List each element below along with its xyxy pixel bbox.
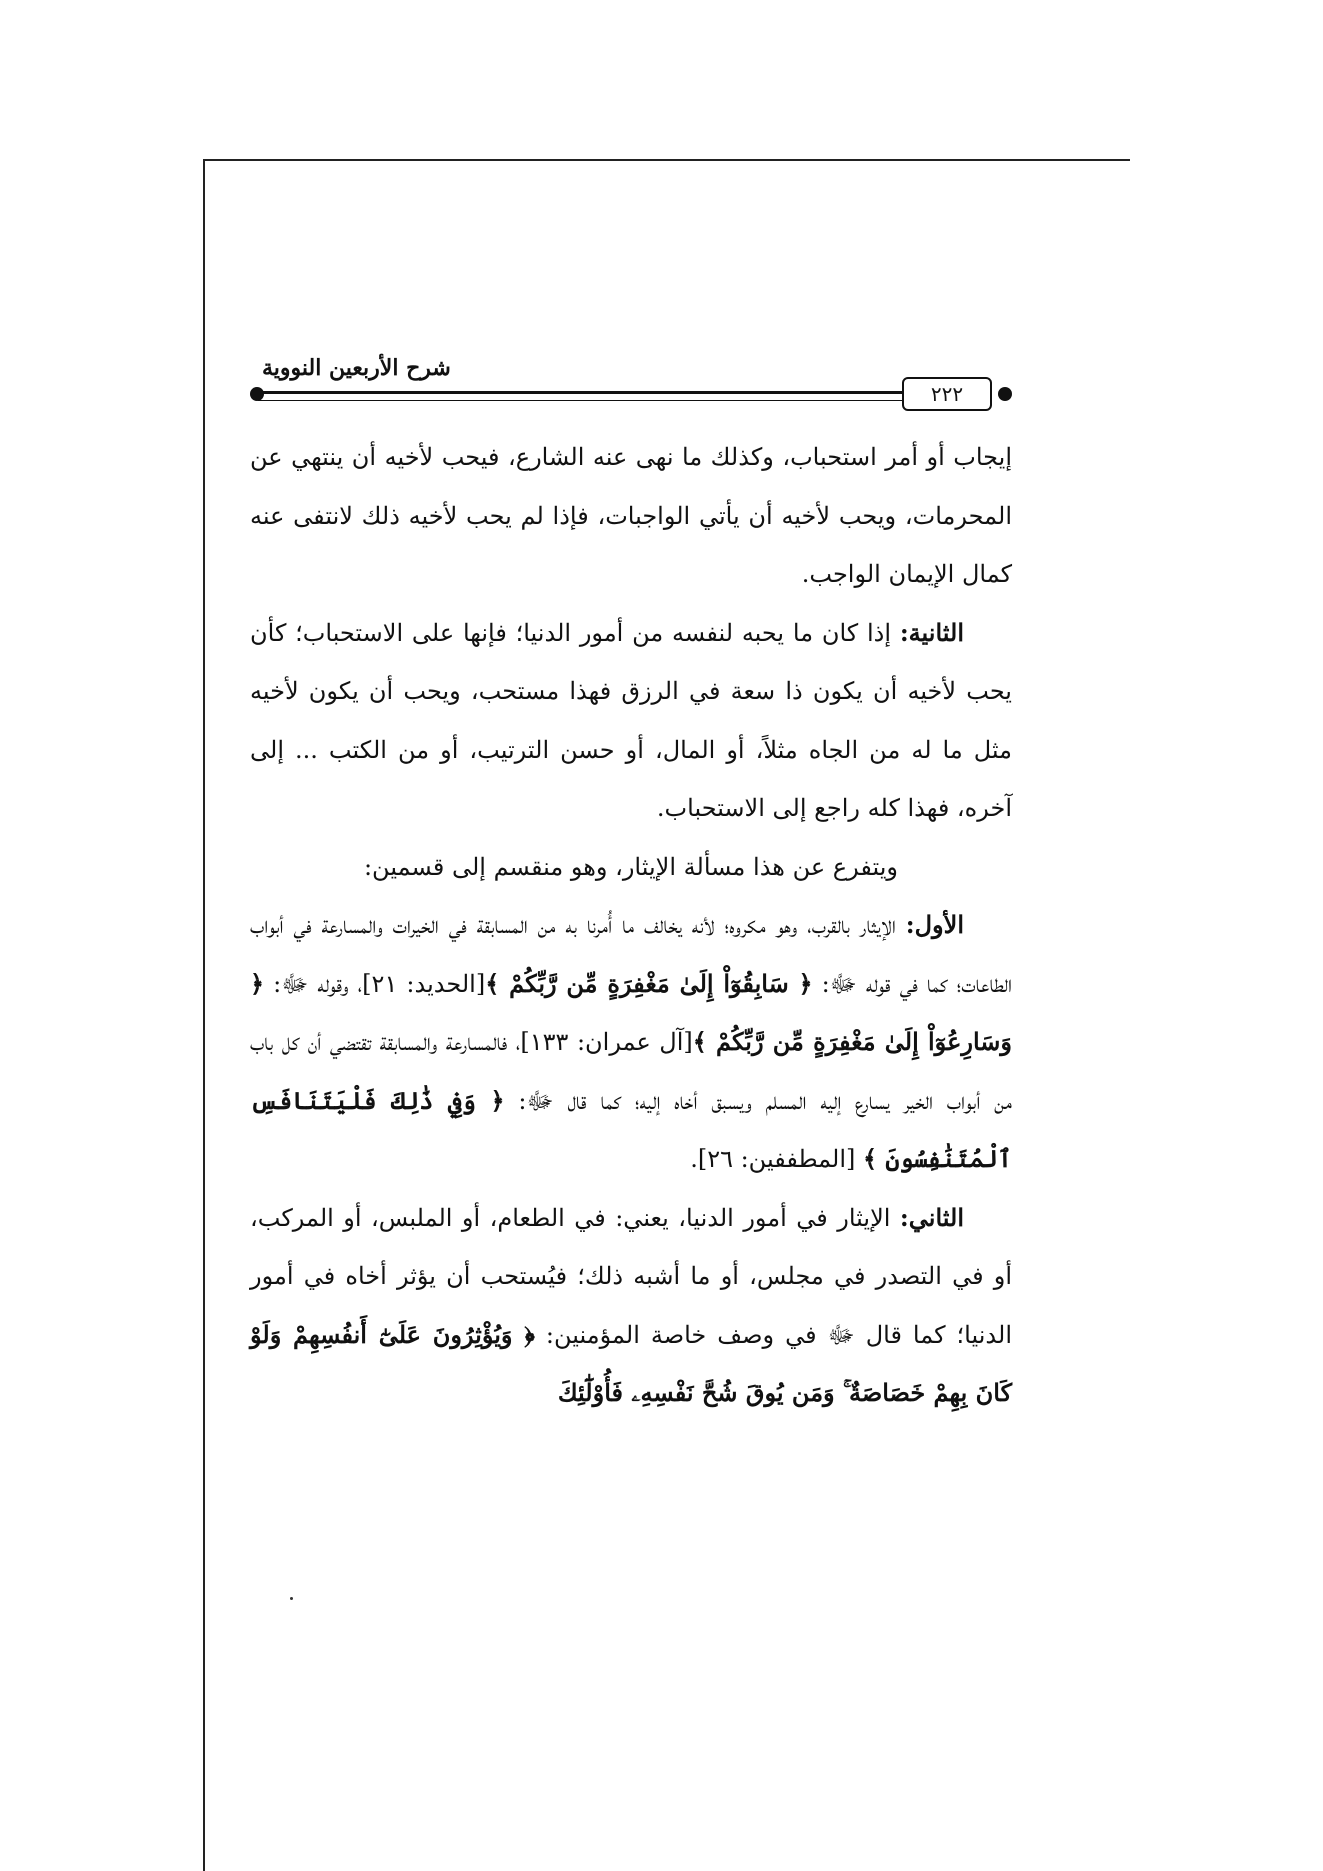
quran-verse: سَابِقُوٓاْ إِلَىٰ مَغْفِرَةٍ مِّن رَّبِّكُمْ bbox=[499, 968, 799, 998]
section-lead-second-type: الثاني: bbox=[899, 1202, 964, 1232]
scan-border-left bbox=[203, 159, 205, 1871]
paragraph-division bbox=[250, 838, 1012, 897]
ornament-dot-icon bbox=[998, 387, 1012, 401]
paragraph-second-type bbox=[250, 1189, 1012, 1423]
paragraph-first-type bbox=[250, 896, 1012, 1189]
book-title: شرح الأربعين النووية bbox=[262, 355, 451, 381]
section-lead-first: الأول: bbox=[905, 910, 964, 939]
quran-bracket-open: ﴿ bbox=[250, 968, 265, 998]
quran-verse: وَفِي ذَٰلِكَ فَلْيَتَنَافَسِ ٱلْمُتَنَٰفِسُونَ bbox=[250, 1085, 1012, 1173]
body-text bbox=[250, 428, 1012, 1423]
scan-border-top bbox=[203, 159, 1130, 161]
quran-bracket-close: ﴾ bbox=[485, 968, 500, 998]
quran-verse: وَسَارِعُوٓاْ إِلَىٰ مَغْفِرَةٍ مِّن رَّبِّكُمْ bbox=[706, 1027, 1012, 1056]
scan-speck bbox=[290, 1597, 293, 1600]
quran-bracket-open: ﴿ bbox=[524, 1319, 535, 1349]
quran-bracket-open: ﴿ bbox=[798, 968, 813, 998]
quran-verse: وَيُؤْثِرُونَ عَلَىٰٓ أَنفُسِهِمْ وَلَوْ كَانَ بِهِمْ خَصَاصَةٌ ۚ وَمَن يُوقَ شُحَّ نَفْسِهِۦ فَأُوْلَٰٓئِكَ bbox=[250, 1319, 1012, 1407]
ornament-dot-icon bbox=[250, 387, 264, 401]
text-run: إيجاب أو أمر استحباب، وكذلك ما نهى عنه الشارع، فيحب لأخيه أن ينتهي عن المحرمات، ويحب لأخيه أن يأتي الواجبات، فإذا لم يحب لأخيه ذلك لانتفى عنه كمال الإيمان الواجب. bbox=[250, 443, 1012, 588]
text-run: الإيثار بالقرب، وهو مكروه؛ لأنه يخالف ما أُمرنا به من المسابقة في الخيرات والمسارعة في أبواب الطاعات؛ كما في قوله ﷻ: bbox=[250, 911, 1012, 998]
page-header bbox=[250, 355, 1012, 415]
quran-bracket-open: ﴿ bbox=[490, 1085, 505, 1115]
text-run: [الحديد: ٢١]، وقوله ﷻ: bbox=[264, 969, 486, 998]
text-run: الإيثار في أمور الدنيا، يعني: في الطعام، أو الملبس، أو المركب، أو في التصدر في مجلس، أو ما أشبه ذلك؛ فيُستحب أن يؤثر أخاه في أمور الدنيا؛ كما قال ﷻ في وصف خاصة المؤمنين: bbox=[250, 1203, 1012, 1349]
quran-bracket-close: ﴾ bbox=[863, 1144, 878, 1173]
section-lead-second: الثانية: bbox=[899, 617, 964, 647]
quran-bracket-close: ﴾ bbox=[692, 1027, 707, 1056]
text-run: إذا كان ما يحبه لنفسه من أمور الدنيا؛ فإنها على الاستحباب؛ كأن يحب لأخيه أن يكون ذا سعة في الرزق فهذا مستحب، ويحب أن يكون لأخيه مثل ما له من الجاه مثلاً، أو المال، أو حسن الترتيب، أو من الكتب ... إلى آخره، فهذا كله راجع إلى الاستحباب. bbox=[250, 618, 1012, 822]
text-run: ويتفرع عن هذا مسألة الإيثار، وهو منقسم إلى قسمين: bbox=[363, 852, 899, 881]
text-run: [آل عمران: ١٣٣]، فالمسارعة والمسابقة تقتضي أن كل باب من أبواب الخير يسارع إليه المسلم ويسبق أخاه إليه؛ كما قال ﷻ: bbox=[250, 1028, 1012, 1115]
header-rule bbox=[258, 391, 974, 401]
page-number: ٢٢٢ bbox=[902, 377, 992, 411]
text-run: [المطففين: ٢٦]. bbox=[690, 1145, 864, 1173]
paragraph-second-case bbox=[250, 604, 1012, 838]
paragraph-continuation bbox=[250, 428, 1012, 604]
